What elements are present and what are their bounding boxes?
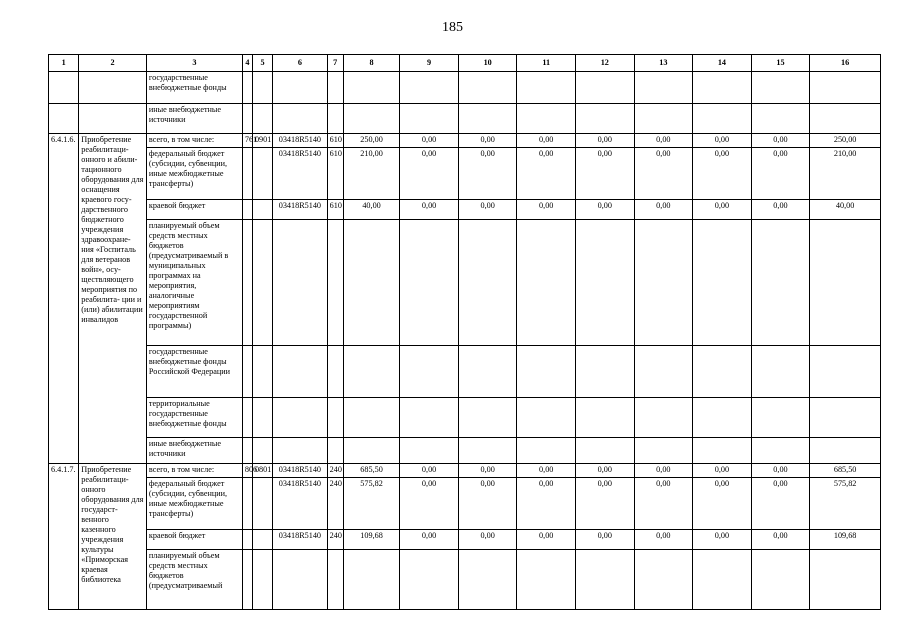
value-cell [751, 104, 810, 134]
funding-source-cell: краевой бюджет [146, 200, 242, 220]
code-cell-5: 0901 [252, 134, 272, 148]
budget-table [48, 54, 881, 610]
value-cell [634, 72, 693, 104]
code-cell-7: 610 [327, 134, 343, 148]
value-cell [634, 104, 693, 134]
value-cell [693, 398, 752, 438]
value-cell [242, 72, 252, 104]
code-cell-7: 240 [327, 464, 343, 478]
column-header: 9 [400, 55, 459, 72]
value-cell [693, 72, 752, 104]
value-cell [400, 398, 459, 438]
value-cell [327, 104, 343, 134]
value-cell [458, 550, 517, 610]
value-cell [810, 72, 881, 104]
code-cell-5 [252, 438, 272, 464]
value-cell [634, 220, 693, 346]
code-cell-7: 610 [327, 200, 343, 220]
value-cell [576, 220, 635, 346]
value-cell: 0,00 [751, 530, 810, 550]
value-cell [242, 104, 252, 134]
code-cell-6 [273, 220, 328, 346]
code-cell-5 [252, 220, 272, 346]
value-cell: 0,00 [634, 200, 693, 220]
value-cell [517, 72, 576, 104]
column-header: 10 [458, 55, 517, 72]
value-cell: 0,00 [458, 530, 517, 550]
funding-source-cell: государственные внебюджетные фонды Российской Федерации [146, 346, 242, 398]
value-cell: 0,00 [458, 478, 517, 530]
code-cell-5 [252, 530, 272, 550]
value-cell: 0,00 [634, 148, 693, 200]
value-cell: 0,00 [751, 200, 810, 220]
header-row [49, 55, 881, 72]
code-cell-4: 761 [242, 134, 252, 148]
value-cell: 0,00 [751, 478, 810, 530]
code-cell-7 [327, 346, 343, 398]
value-cell: 0,00 [517, 200, 576, 220]
table-row [49, 398, 881, 438]
value-cell [693, 550, 752, 610]
value-cell [252, 72, 272, 104]
value-cell [810, 220, 881, 346]
value-cell [576, 550, 635, 610]
code-cell-6 [273, 398, 328, 438]
value-cell: 0,00 [576, 148, 635, 200]
table-row [49, 104, 881, 134]
funding-source-cell: всего, в том числе: [146, 464, 242, 478]
value-cell [458, 220, 517, 346]
funding-source-cell: федеральный бюджет (субсидии, субвенции, иные межбюджетные трансферты) [146, 478, 242, 530]
value-cell: 250,00 [810, 134, 881, 148]
value-cell: 0,00 [400, 200, 459, 220]
value-cell [810, 438, 881, 464]
code-cell-6 [273, 438, 328, 464]
value-cell: 575,82 [810, 478, 881, 530]
table-row [49, 438, 881, 464]
value-cell: 0,00 [751, 148, 810, 200]
code-cell-5 [252, 200, 272, 220]
value-cell [343, 346, 400, 398]
code-cell-6 [273, 550, 328, 610]
value-cell: 109,68 [810, 530, 881, 550]
table-row [49, 148, 881, 200]
code-cell-7 [327, 438, 343, 464]
code-cell-4 [242, 478, 252, 530]
value-cell: 0,00 [751, 464, 810, 478]
table-row [49, 72, 881, 104]
value-cell [634, 398, 693, 438]
value-cell [751, 72, 810, 104]
code-cell-7 [327, 398, 343, 438]
table-row [49, 220, 881, 346]
code-cell-5 [252, 478, 272, 530]
value-cell: 0,00 [400, 464, 459, 478]
column-header: 6 [273, 55, 328, 72]
value-cell [343, 220, 400, 346]
value-cell [810, 398, 881, 438]
value-cell [400, 438, 459, 464]
funding-source-cell: территориальные государственные внебюджетные фонды [146, 398, 242, 438]
value-cell: 0,00 [517, 148, 576, 200]
value-cell: 575,82 [343, 478, 400, 530]
table-row [49, 346, 881, 398]
value-cell: 0,00 [634, 464, 693, 478]
column-header: 3 [146, 55, 242, 72]
value-cell [693, 220, 752, 346]
value-cell: 0,00 [634, 530, 693, 550]
row-id-cell: 6.4.1.6. [49, 134, 79, 464]
code-cell-6: 03418R5140 [273, 134, 328, 148]
value-cell [252, 104, 272, 134]
code-cell-6: 03418R5140 [273, 200, 328, 220]
value-cell [576, 346, 635, 398]
value-cell: 0,00 [576, 464, 635, 478]
column-header: 11 [517, 55, 576, 72]
value-cell [400, 72, 459, 104]
column-header: 16 [810, 55, 881, 72]
value-cell [751, 550, 810, 610]
value-cell: 0,00 [517, 464, 576, 478]
value-cell [634, 550, 693, 610]
value-cell: 40,00 [343, 200, 400, 220]
value-cell [458, 438, 517, 464]
table-row [49, 478, 881, 530]
value-cell [810, 346, 881, 398]
value-cell: 0,00 [693, 134, 752, 148]
row-id-cell [49, 72, 79, 104]
value-cell: 0,00 [517, 134, 576, 148]
value-cell: 0,00 [458, 148, 517, 200]
value-cell [400, 220, 459, 346]
funding-source-cell: планируемый объем средств местных бюджетов (предусматриваемый [146, 550, 242, 610]
value-cell: 0,00 [634, 478, 693, 530]
value-cell: 0,00 [751, 134, 810, 148]
value-cell [517, 438, 576, 464]
funding-source-cell: планируемый объем средств местных бюджетов (предусматриваемый в муниципальных программах на мероприятия, аналогичные мероприятиям государственной программы) [146, 220, 242, 346]
value-cell [400, 104, 459, 134]
column-header: 7 [327, 55, 343, 72]
table-row [49, 550, 881, 610]
value-cell [343, 398, 400, 438]
code-cell-4 [242, 398, 252, 438]
value-cell [273, 104, 328, 134]
value-cell [458, 398, 517, 438]
code-cell-6: 03418R5140 [273, 530, 328, 550]
value-cell: 0,00 [576, 478, 635, 530]
row-name-cell [79, 104, 147, 134]
code-cell-4 [242, 550, 252, 610]
value-cell [634, 346, 693, 398]
value-cell [751, 346, 810, 398]
value-cell: 0,00 [400, 148, 459, 200]
column-header: 15 [751, 55, 810, 72]
value-cell [458, 104, 517, 134]
value-cell [634, 438, 693, 464]
value-cell [751, 220, 810, 346]
value-cell [400, 346, 459, 398]
table-body [49, 72, 881, 610]
code-cell-4: 806 [242, 464, 252, 478]
code-cell-5 [252, 346, 272, 398]
value-cell [810, 104, 881, 134]
value-cell: 0,00 [458, 134, 517, 148]
value-cell: 0,00 [576, 530, 635, 550]
value-cell [343, 72, 400, 104]
funding-source-cell: федеральный бюджет (субсидии, субвенции, иные межбюджетные трансферты) [146, 148, 242, 200]
code-cell-4 [242, 148, 252, 200]
row-id-cell [49, 104, 79, 134]
code-cell-7: 240 [327, 478, 343, 530]
value-cell [810, 550, 881, 610]
value-cell: 685,50 [810, 464, 881, 478]
value-cell: 0,00 [400, 134, 459, 148]
value-cell: 250,00 [343, 134, 400, 148]
value-cell: 0,00 [576, 134, 635, 148]
code-cell-4 [242, 220, 252, 346]
code-cell-5: 0801 [252, 464, 272, 478]
value-cell [576, 104, 635, 134]
column-header: 1 [49, 55, 79, 72]
funding-source-cell: государственные внебюджетные фонды [146, 72, 242, 104]
page-number: 185 [442, 20, 463, 35]
row-name-cell: Приобретение реабилитаци- онного оборудования для государст- венного казенного учреждения культуры «Приморская краевая библиотека [79, 464, 147, 610]
value-cell [576, 438, 635, 464]
value-cell: 109,68 [343, 530, 400, 550]
code-cell-4 [242, 438, 252, 464]
value-cell [343, 104, 400, 134]
value-cell: 0,00 [693, 478, 752, 530]
value-cell [576, 72, 635, 104]
value-cell: 210,00 [343, 148, 400, 200]
code-cell-5 [252, 148, 272, 200]
code-cell-6: 03418R5140 [273, 464, 328, 478]
value-cell: 210,00 [810, 148, 881, 200]
value-cell [576, 398, 635, 438]
value-cell: 0,00 [634, 134, 693, 148]
code-cell-5 [252, 550, 272, 610]
value-cell: 40,00 [810, 200, 881, 220]
funding-source-cell: иные внебюджетные источники [146, 104, 242, 134]
code-cell-4 [242, 530, 252, 550]
column-header: 14 [693, 55, 752, 72]
code-cell-4 [242, 346, 252, 398]
value-cell [751, 398, 810, 438]
column-header: 5 [252, 55, 272, 72]
code-cell-6 [273, 346, 328, 398]
table-row [49, 530, 881, 550]
funding-source-cell: всего, в том числе: [146, 134, 242, 148]
value-cell [693, 346, 752, 398]
value-cell: 0,00 [693, 464, 752, 478]
value-cell [693, 104, 752, 134]
value-cell: 0,00 [458, 200, 517, 220]
value-cell [327, 72, 343, 104]
value-cell: 0,00 [517, 530, 576, 550]
row-name-cell [79, 72, 147, 104]
value-cell [517, 398, 576, 438]
value-cell: 0,00 [517, 478, 576, 530]
code-cell-7 [327, 220, 343, 346]
value-cell [458, 72, 517, 104]
value-cell [751, 438, 810, 464]
value-cell: 0,00 [400, 530, 459, 550]
value-cell [343, 550, 400, 610]
code-cell-7: 610 [327, 148, 343, 200]
funding-source-cell: иные внебюджетные источники [146, 438, 242, 464]
value-cell: 685,50 [343, 464, 400, 478]
value-cell [517, 550, 576, 610]
code-cell-6: 03418R5140 [273, 478, 328, 530]
table-row [49, 134, 881, 148]
column-header: 4 [242, 55, 252, 72]
value-cell [517, 346, 576, 398]
code-cell-4 [242, 200, 252, 220]
value-cell: 0,00 [576, 200, 635, 220]
value-cell [400, 550, 459, 610]
code-cell-7 [327, 550, 343, 610]
value-cell [273, 72, 328, 104]
column-header: 13 [634, 55, 693, 72]
code-cell-5 [252, 398, 272, 438]
value-cell [517, 220, 576, 346]
table-row [49, 464, 881, 478]
value-cell [343, 438, 400, 464]
row-id-cell: 6.4.1.7. [49, 464, 79, 610]
value-cell: 0,00 [458, 464, 517, 478]
code-cell-6: 03418R5140 [273, 148, 328, 200]
value-cell: 0,00 [693, 200, 752, 220]
value-cell [693, 438, 752, 464]
column-header: 2 [79, 55, 147, 72]
row-name-cell: Приобретение реабилитаци- онного и абили- тационного оборудования для оснащения краевого госу- дарственного бюджетного учреждения здравоохране- ния «Госпиталь для ветеранов войн», осу- ществляющего мероприятия по реабилита- ции и (или) абилитации инвалидов [79, 134, 147, 464]
code-cell-7: 240 [327, 530, 343, 550]
value-cell: 0,00 [693, 148, 752, 200]
value-cell: 0,00 [400, 478, 459, 530]
column-header: 12 [576, 55, 635, 72]
table-row [49, 200, 881, 220]
column-header: 8 [343, 55, 400, 72]
value-cell [458, 346, 517, 398]
value-cell: 0,00 [693, 530, 752, 550]
value-cell [517, 104, 576, 134]
funding-source-cell: краевой бюджет [146, 530, 242, 550]
